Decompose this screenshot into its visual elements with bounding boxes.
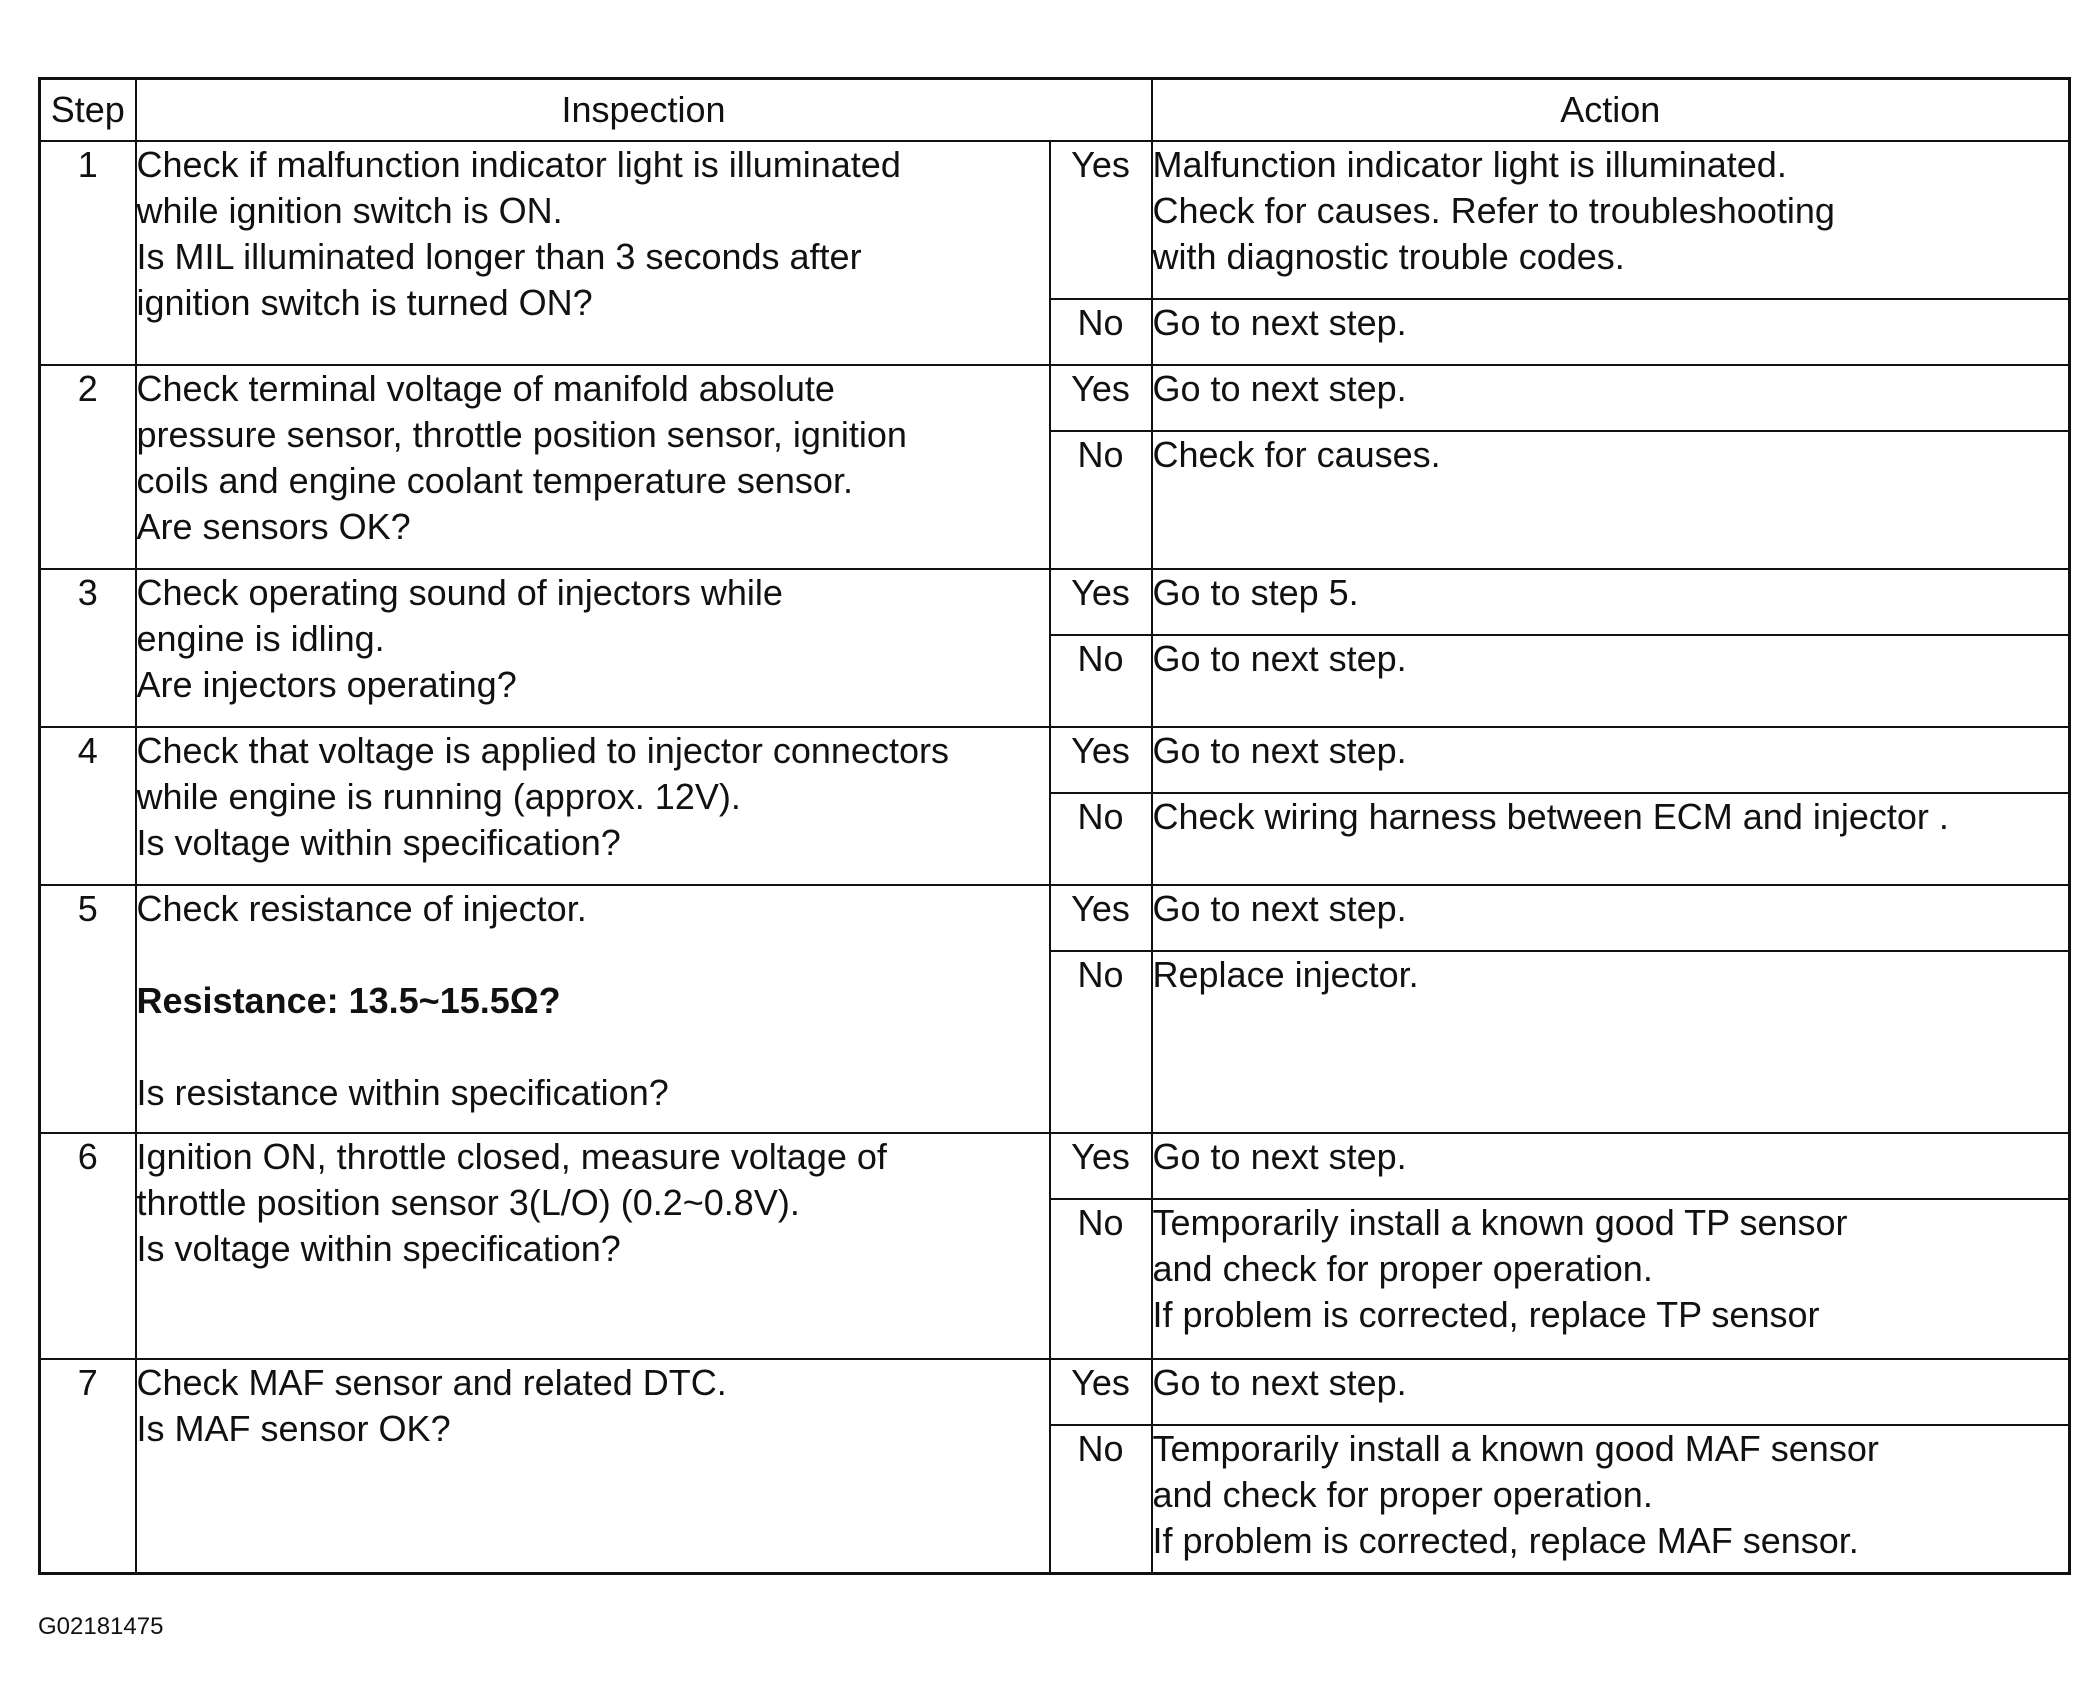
header-inspection: Inspection [136, 79, 1152, 142]
no-action-cell [1152, 299, 2070, 365]
inspection-cell [136, 569, 1050, 727]
action-line: with diagnostic trouble codes. [1152, 236, 1625, 277]
no-label: No [1050, 635, 1152, 727]
step-number: 6 [40, 1133, 136, 1359]
diagnostic-table [38, 77, 2071, 1575]
table-row [40, 727, 2070, 793]
no-label: No [1050, 793, 1152, 885]
step-number: 4 [40, 727, 136, 885]
inspection-line: Is MIL illuminated longer than 3 seconds after [136, 236, 862, 277]
yes-action-cell [1152, 1133, 2070, 1199]
no-action-cell [1152, 1199, 2070, 1359]
inspection-line: Check terminal voltage of manifold absolute [136, 368, 835, 409]
yes-label: Yes [1050, 727, 1152, 793]
inspection-cell [136, 141, 1050, 365]
table-body [40, 141, 2070, 1573]
action-line: If problem is corrected, replace MAF sensor. [1152, 1520, 1859, 1561]
inspection-line: engine is idling. [136, 618, 385, 659]
inspection-line: Is voltage within specification? [136, 822, 621, 863]
no-label: No [1050, 951, 1152, 1133]
yes-label: Yes [1050, 141, 1152, 299]
table-row [40, 1133, 2070, 1199]
inspection-line: Check operating sound of injectors while [136, 572, 783, 613]
yes-action-cell [1152, 141, 2070, 299]
action-line: Temporarily install a known good TP sensor [1152, 1202, 1848, 1243]
inspection-line: Is resistance within specification? [136, 1072, 669, 1113]
inspection-line: throttle position sensor 3(L/O) (0.2~0.8V). [136, 1182, 800, 1223]
yes-action-cell [1152, 727, 2070, 793]
no-action-cell [1152, 431, 2070, 569]
action-line: Malfunction indicator light is illuminated. [1152, 144, 1787, 185]
inspection-line: Check MAF sensor and related DTC. [136, 1362, 727, 1403]
table-row [40, 365, 2070, 431]
inspection-line: ignition switch is turned ON? [136, 282, 593, 323]
table-row [40, 885, 2070, 951]
yes-action-cell [1152, 1359, 2070, 1425]
step-number: 3 [40, 569, 136, 727]
action-line: Replace injector. [1152, 954, 1419, 995]
yes-label: Yes [1050, 569, 1152, 635]
no-label: No [1050, 431, 1152, 569]
action-line: Check for causes. Refer to troubleshooting [1152, 190, 1835, 231]
inspection-cell [136, 885, 1050, 1133]
yes-action-cell [1152, 365, 2070, 431]
action-line: If problem is corrected, replace TP sensor [1152, 1294, 1820, 1335]
yes-label: Yes [1050, 1359, 1152, 1425]
no-label: No [1050, 1425, 1152, 1573]
table-row [40, 569, 2070, 635]
action-line: Go to next step. [1152, 888, 1407, 929]
yes-label: Yes [1050, 885, 1152, 951]
action-line: Go to next step. [1152, 1136, 1407, 1177]
no-action-cell [1152, 635, 2070, 727]
action-line: Check for causes. [1152, 434, 1441, 475]
yes-action-cell [1152, 885, 2070, 951]
action-line: Go to next step. [1152, 638, 1407, 679]
no-label: No [1050, 1199, 1152, 1359]
action-line: Go to next step. [1152, 302, 1407, 343]
inspection-line: Are injectors operating? [136, 664, 517, 705]
inspection-cell [136, 1133, 1050, 1359]
inspection-line: Is voltage within specification? [136, 1228, 621, 1269]
action-line: Go to step 5. [1152, 572, 1359, 613]
yes-label: Yes [1050, 1133, 1152, 1199]
yes-action-cell [1152, 569, 2070, 635]
inspection-cell [136, 727, 1050, 885]
step-number: 2 [40, 365, 136, 569]
table-row [40, 141, 2070, 299]
header-action: Action [1152, 79, 2070, 142]
inspection-line: Is MAF sensor OK? [136, 1408, 451, 1449]
header-row [40, 79, 2070, 142]
action-line: Go to next step. [1152, 368, 1407, 409]
no-action-cell [1152, 793, 2070, 885]
action-line: Temporarily install a known good MAF sensor [1152, 1428, 1879, 1469]
yes-label: Yes [1050, 365, 1152, 431]
step-number: 5 [40, 885, 136, 1133]
no-label: No [1050, 299, 1152, 365]
header-step: Step [40, 79, 136, 142]
inspection-line: while ignition switch is ON. [136, 190, 563, 231]
action-line: and check for proper operation. [1152, 1474, 1653, 1515]
inspection-cell [136, 365, 1050, 569]
step-number: 1 [40, 141, 136, 365]
inspection-line: Are sensors OK? [136, 506, 411, 547]
inspection-line: Check if malfunction indicator light is illuminated [136, 144, 901, 185]
inspection-line: Ignition ON, throttle closed, measure voltage of [136, 1136, 887, 1177]
no-action-cell [1152, 1425, 2070, 1573]
inspection-line: Check resistance of injector. [136, 888, 587, 929]
table-row [40, 1359, 2070, 1425]
action-line: Go to next step. [1152, 730, 1407, 771]
inspection-line: pressure sensor, throttle position sensor, ignition [136, 414, 907, 455]
action-line: and check for proper operation. [1152, 1248, 1653, 1289]
inspection-line: while engine is running (approx. 12V). [136, 776, 741, 817]
inspection-line: Check that voltage is applied to injector connectors [136, 730, 949, 771]
inspection-line: coils and engine coolant temperature sensor. [136, 460, 853, 501]
action-line: Go to next step. [1152, 1362, 1407, 1403]
action-line: Check wiring harness between ECM and injector . [1152, 796, 1949, 837]
inspection-cell [136, 1359, 1050, 1573]
step-number: 7 [40, 1359, 136, 1573]
inspection-line: Resistance: 13.5~15.5Ω? [136, 980, 561, 1021]
figure-id: G02181475 [38, 1613, 164, 1640]
no-action-cell [1152, 951, 2070, 1133]
